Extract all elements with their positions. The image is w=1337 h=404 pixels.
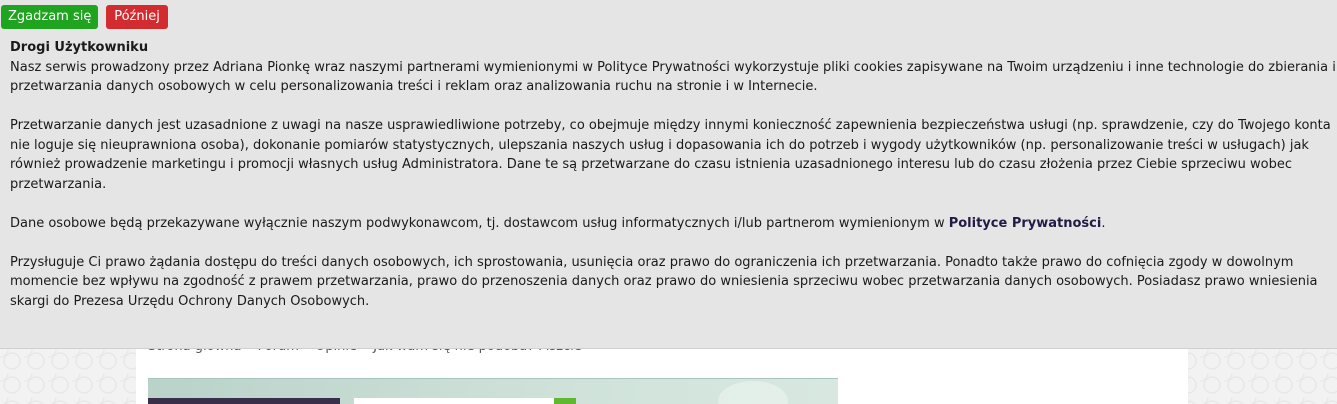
later-button[interactable]: Później [106, 5, 168, 29]
privacy-policy-link[interactable]: Polityce Prywatności [948, 215, 1102, 231]
consent-title: Drogi Użytkowniku [10, 40, 149, 55]
consent-paragraph-rights: Przysługuje Ci prawo żądania dostępu do treści danych osobowych, ich sprostowania, usunięcia oraz prawo do ograniczenia ich przetwarzania. Ponadto także prawo do cofnięcia zgody w dowolnym momencie bez wpływu na zgodność z prawem przetwarzania, prawo do przenoszenia danych oraz prawo do wniesienia sprzeciwu wobec przetwarzania danych osobowych. Posiadasz prawo wniesienia skargi do Prezesa Urzędu Ochrony Danych Osobowych. [10, 254, 1318, 309]
search-input[interactable] [354, 398, 554, 404]
consent-paragraph-recipients [10, 214, 1337, 234]
search-button[interactable] [554, 398, 576, 404]
recipients-text: Dane osobowe będą przekazywane wyłącznie naszym podwykonawcom, tj. dostawcom usług informatycznych i/lub partnerom wymienionym w [10, 215, 949, 231]
consent-text [10, 38, 1337, 311]
accept-button[interactable]: Zgadzam się [1, 5, 98, 29]
site-banner [148, 378, 838, 404]
consent-paragraph-processing: Przetwarzanie danych jest uzasadnione z uwagi na nasze usprawiedliwione potrzeby, co obejmuje między innymi konieczność zapewnienia bezpieczeństwa usługi (np. sprawdzenie, czy do Twojego konta nie loguje się nieuprawniona osoba), dokonanie pomiarów statystycznych, ulepszania naszych usług i dopasowania ich do potrzeb i wygody użytkowników (np. personalizowanie treści w usługach) jak również prowadzenie marketingu i promocji własnych usług Administratora. Dane te są przetwarzane do czasu istnienia uzasadnionego interesu lub do czasu złożenia przez Ciebie sprzeciwu wobec przetwarzania. [10, 118, 1331, 192]
consent-paragraph-cookies: Nasz serwis prowadzony przez Adriana Pionkę wraz naszymi partnerami wymienionymi w Polityce Prywatności wykorzystuje pliki cookies zapisywane na Twoim urządzeniu i inne technologie do zbierania i przetwarzania danych osobowych w celu personalizowania treści i reklam oraz analizowania ruchu na stronie i w Internecie. [10, 59, 1336, 94]
recipients-end: . [1101, 215, 1106, 231]
banner-decoration [718, 381, 788, 404]
banner-logo-block [148, 398, 340, 404]
